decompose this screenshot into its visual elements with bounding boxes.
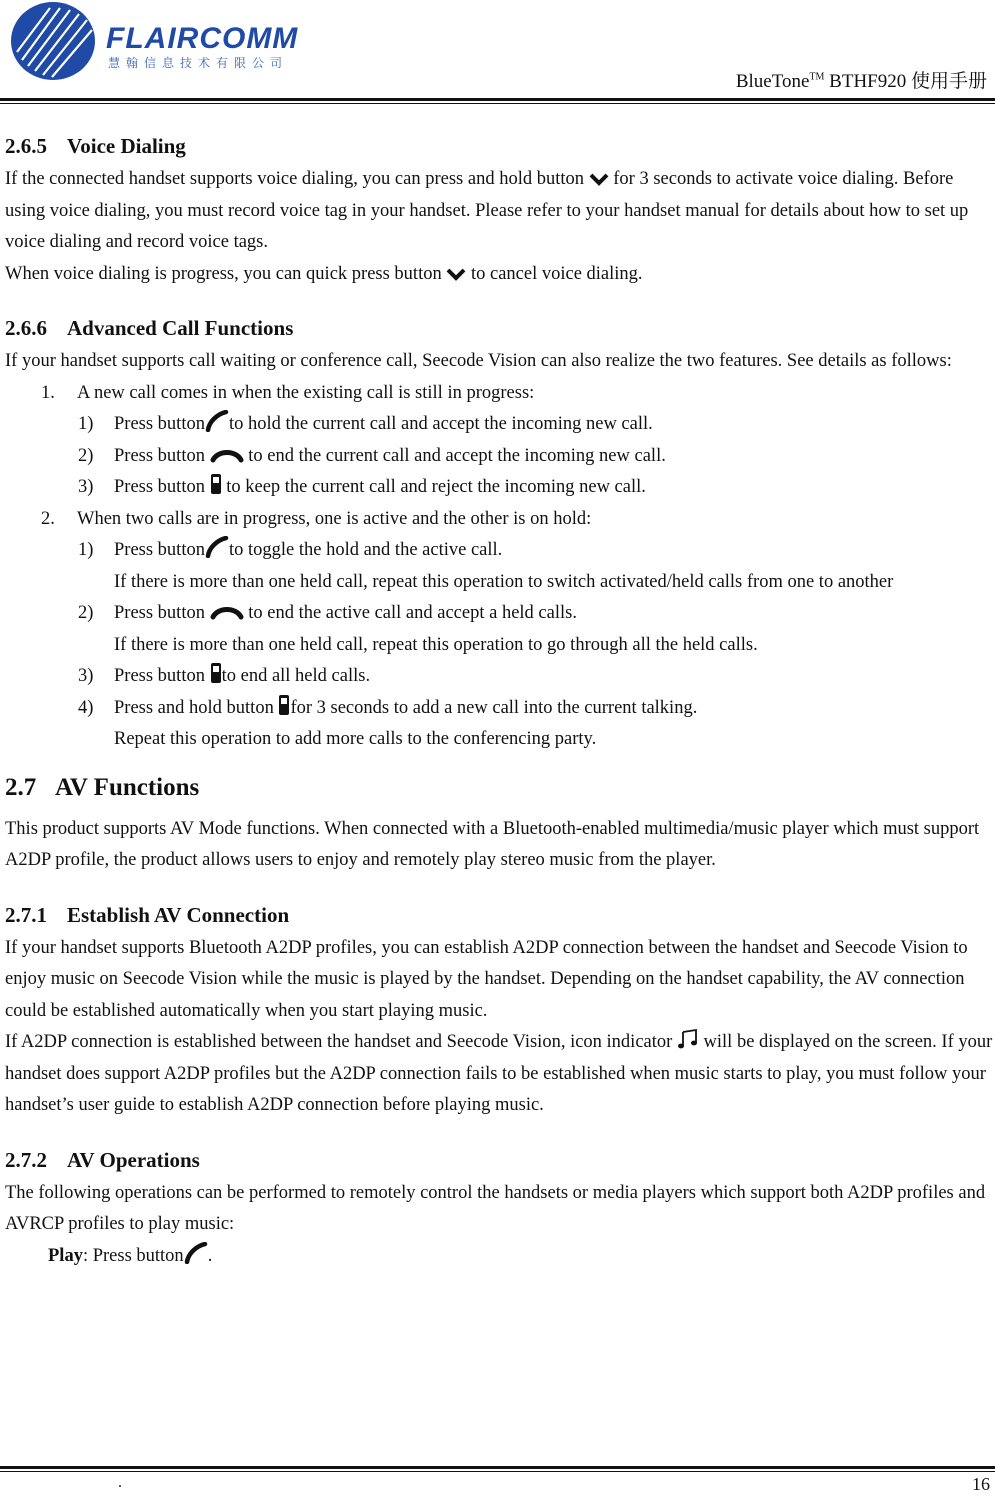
paragraph: When voice dialing is progress, you can quick press button to cancel voice dialing.: [5, 263, 643, 284]
mobile-phone-icon: [210, 662, 222, 684]
flaircomm-logo: [8, 0, 308, 82]
music-note-icon: [677, 1028, 699, 1050]
list-item: 2) Press button to end the active call and accept a held calls.: [78, 603, 577, 623]
page-header: [0, 0, 995, 106]
call-button-icon: [205, 410, 229, 432]
end-call-button-icon: [210, 605, 244, 621]
header-rule: [0, 98, 995, 101]
paragraph: If your handset supports call waiting or conference call, Seecode Vision can also realize the two features. See details as follows:: [5, 351, 952, 371]
header-rule-thin: [0, 103, 995, 104]
mobile-phone-icon: [278, 694, 290, 716]
list-item: 1) Press button to hold the current call and accept the incoming new call.: [5, 409, 993, 441]
paragraph: If your handset supports Bluetooth A2DP profiles, you can establish A2DP connection between the handset and Seecode Vision to enjoy music on Seecode Vision while the music is played by the handset. Depending on the handset capability, the AV connection could be established automatically when you start playing music.: [5, 937, 968, 1021]
mobile-phone-icon: [210, 473, 222, 495]
footer-dot: .: [118, 1474, 122, 1491]
list-item: 3) Press button to end all held calls.: [5, 661, 993, 693]
page-number: 16: [972, 1474, 990, 1494]
paragraph: If the connected handset supports voice dialing, you can press and hold button for 3 seconds to activate voice dialing. Before using voice dialing, you must record voice tag in your handset. Please refer to your handset manual for details about how to set up voice dialing and record voice tags.: [5, 169, 969, 252]
logo-wordmark: FLAIRCOMM: [106, 22, 299, 55]
call-button-icon: [184, 1242, 208, 1264]
list-item: 1) Press button to toggle the hold and the active call.: [5, 535, 993, 567]
list-item-note: Repeat this operation to add more calls to the conferencing party.: [114, 729, 597, 749]
footer-rule: [0, 1466, 995, 1469]
paragraph: The following operations can be performed to remotely control the handsets or media players which support both A2DP profiles and AVRCP profiles to play music:: [5, 1182, 986, 1234]
list-item-note: If there is more than one held call, repeat this operation to go through all the held calls.: [114, 634, 758, 655]
list-item: 1. A new call comes in when the existing call is still in progress:: [41, 382, 535, 403]
play-instruction: Play: Press button .: [5, 1241, 993, 1273]
call-button-icon: [205, 536, 229, 558]
logo-chinese-name: 慧翰信息技术有限公司: [108, 56, 289, 70]
paragraph: This product supports AV Mode functions. When connected with a Bluetooth-enabled multimedia/music player which must support A2DP profile, the product allows users to enjoy and remotely play stereo music from the player.: [5, 818, 980, 870]
section-heading-establish-av: 2.7.1 Establish AV Connection: [5, 902, 290, 927]
paragraph: If A2DP connection is established between the handset and Seecode Vision, icon indicator will be displayed on the screen. If your handset does support A2DP profiles but the A2DP connection fails to be established when music starts to play, you must follow your handset’s user guide to establish A2DP connection before playing music.: [5, 1027, 993, 1122]
list-item: 2) Press button to end the current call and accept the incoming new call.: [78, 445, 666, 466]
chevron-down-icon: [589, 171, 609, 187]
section-heading-advanced-call: 2.6.6 Advanced Call Functions: [5, 316, 294, 340]
footer-rule-thin: [0, 1471, 995, 1472]
section-heading-voice-dialing: 2.6.5 Voice Dialing: [5, 134, 186, 158]
list-item-note: If there is more than one held call, repeat this operation to switch activated/held calls from one to another: [114, 571, 894, 592]
page-content: [5, 122, 993, 1272]
list-item: 3) Press button to keep the current call and reject the incoming new call.: [5, 472, 993, 504]
section-heading-av-operations: 2.7.2 AV Operations: [5, 1147, 200, 1172]
document-title: BlueTone™ BTHF920 使用手册: [735, 71, 987, 92]
chevron-down-icon: [446, 266, 466, 282]
list-item: 4) Press and hold button for 3 seconds to add a new call into the current talking.: [5, 693, 993, 725]
end-call-button-icon: [210, 448, 244, 464]
section-heading-av-functions: 2.7 AV Functions: [5, 773, 200, 801]
list-item: 2. When two calls are in progress, one is active and the other is on hold:: [41, 508, 592, 529]
globe-logo-icon: [8, 0, 98, 82]
